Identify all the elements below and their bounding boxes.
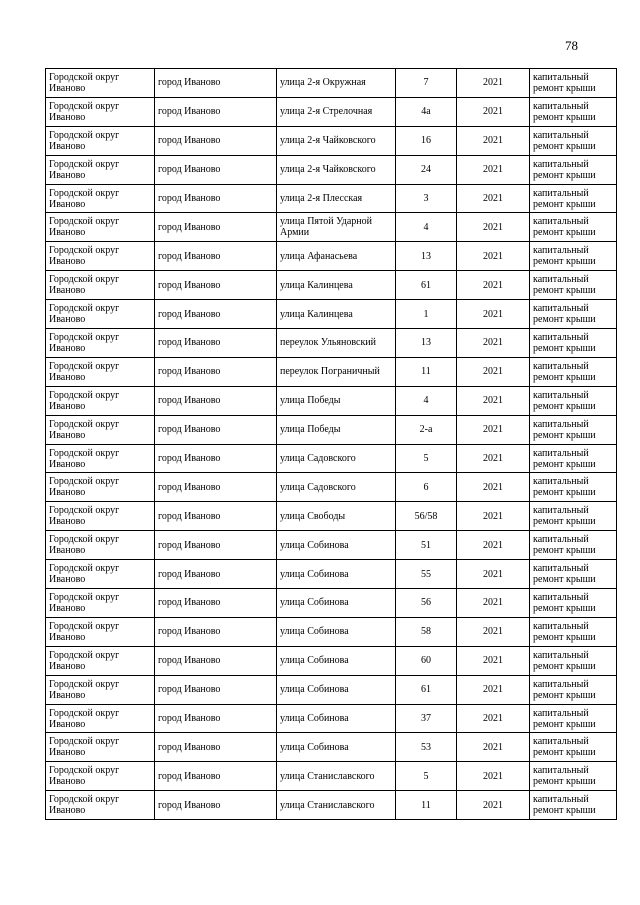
municipality-cell: Городской округ Иваново — [46, 444, 155, 473]
street-cell: улица Пятой Ударной Армии — [277, 213, 396, 242]
street-cell: улица Садовского — [277, 444, 396, 473]
city-cell: город Иваново — [155, 155, 277, 184]
table-row — [46, 617, 617, 646]
year-cell: 2021 — [457, 271, 530, 300]
street-cell: улица Калинцева — [277, 300, 396, 329]
street-cell: улица 2-я Окружная — [277, 69, 396, 98]
table-row — [46, 184, 617, 213]
year-cell: 2021 — [457, 646, 530, 675]
work-type-cell: капитальный ремонт крыши — [530, 589, 617, 618]
year-cell: 2021 — [457, 762, 530, 791]
municipality-cell: Городской округ Иваново — [46, 242, 155, 271]
house-number-cell: 61 — [396, 675, 457, 704]
table-row — [46, 444, 617, 473]
street-cell: улица Собинова — [277, 617, 396, 646]
house-number-cell: 11 — [396, 791, 457, 820]
year-cell: 2021 — [457, 184, 530, 213]
house-number-cell: 7 — [396, 69, 457, 98]
street-cell: улица 2-я Чайковского — [277, 155, 396, 184]
house-number-cell: 56 — [396, 589, 457, 618]
city-cell: город Иваново — [155, 560, 277, 589]
year-cell: 2021 — [457, 242, 530, 271]
city-cell: город Иваново — [155, 704, 277, 733]
house-number-cell: 16 — [396, 126, 457, 155]
table-row — [46, 213, 617, 242]
municipality-cell: Городской округ Иваново — [46, 69, 155, 98]
house-number-cell: 4 — [396, 213, 457, 242]
municipality-cell: Городской округ Иваново — [46, 213, 155, 242]
table-row — [46, 126, 617, 155]
table-row — [46, 415, 617, 444]
work-type-cell: капитальный ремонт крыши — [530, 704, 617, 733]
house-number-cell: 56/58 — [396, 502, 457, 531]
work-type-cell: капитальный ремонт крыши — [530, 791, 617, 820]
city-cell: город Иваново — [155, 473, 277, 502]
work-type-cell: капитальный ремонт крыши — [530, 617, 617, 646]
municipality-cell: Городской округ Иваново — [46, 675, 155, 704]
city-cell: город Иваново — [155, 300, 277, 329]
work-type-cell: капитальный ремонт крыши — [530, 329, 617, 358]
table-row — [46, 300, 617, 329]
municipality-cell: Городской округ Иваново — [46, 762, 155, 791]
work-type-cell: капитальный ремонт крыши — [530, 733, 617, 762]
municipality-cell: Городской округ Иваново — [46, 791, 155, 820]
year-cell: 2021 — [457, 444, 530, 473]
municipality-cell: Городской округ Иваново — [46, 271, 155, 300]
work-type-cell: капитальный ремонт крыши — [530, 242, 617, 271]
city-cell: город Иваново — [155, 589, 277, 618]
work-type-cell: капитальный ремонт крыши — [530, 415, 617, 444]
work-type-cell: капитальный ремонт крыши — [530, 386, 617, 415]
street-cell: улица 2-я Плесская — [277, 184, 396, 213]
work-type-cell: капитальный ремонт крыши — [530, 444, 617, 473]
city-cell: город Иваново — [155, 69, 277, 98]
house-number-cell: 4а — [396, 97, 457, 126]
city-cell: город Иваново — [155, 184, 277, 213]
page-number: 78 — [565, 38, 578, 53]
city-cell: город Иваново — [155, 126, 277, 155]
house-number-cell: 24 — [396, 155, 457, 184]
house-number-cell: 53 — [396, 733, 457, 762]
street-cell: переулок Пограничный — [277, 357, 396, 386]
municipality-cell: Городской округ Иваново — [46, 473, 155, 502]
table-row — [46, 733, 617, 762]
table-row — [46, 531, 617, 560]
house-number-cell: 55 — [396, 560, 457, 589]
city-cell: город Иваново — [155, 791, 277, 820]
work-type-cell: капитальный ремонт крыши — [530, 184, 617, 213]
municipality-cell: Городской округ Иваново — [46, 386, 155, 415]
city-cell: город Иваново — [155, 386, 277, 415]
municipality-cell: Городской округ Иваново — [46, 97, 155, 126]
house-number-cell: 13 — [396, 242, 457, 271]
table-row — [46, 69, 617, 98]
year-cell: 2021 — [457, 300, 530, 329]
street-cell: улица Садовского — [277, 473, 396, 502]
city-cell: город Иваново — [155, 357, 277, 386]
house-number-cell: 5 — [396, 444, 457, 473]
table-row — [46, 357, 617, 386]
municipality-cell: Городской округ Иваново — [46, 184, 155, 213]
municipality-cell: Городской округ Иваново — [46, 502, 155, 531]
table-row — [46, 242, 617, 271]
street-cell: улица Афанасьева — [277, 242, 396, 271]
work-type-cell: капитальный ремонт крыши — [530, 155, 617, 184]
year-cell: 2021 — [457, 675, 530, 704]
municipality-cell: Городской округ Иваново — [46, 617, 155, 646]
street-cell: улица Собинова — [277, 560, 396, 589]
work-type-cell: капитальный ремонт крыши — [530, 300, 617, 329]
street-cell: улица Собинова — [277, 646, 396, 675]
city-cell: город Иваново — [155, 733, 277, 762]
city-cell: город Иваново — [155, 329, 277, 358]
table-body — [46, 69, 617, 820]
house-number-cell: 37 — [396, 704, 457, 733]
street-cell: улица Собинова — [277, 589, 396, 618]
year-cell: 2021 — [457, 97, 530, 126]
year-cell: 2021 — [457, 617, 530, 646]
house-number-cell: 13 — [396, 329, 457, 358]
street-cell: улица Свободы — [277, 502, 396, 531]
house-number-cell: 5 — [396, 762, 457, 791]
municipality-cell: Городской округ Иваново — [46, 560, 155, 589]
work-type-cell: капитальный ремонт крыши — [530, 762, 617, 791]
year-cell: 2021 — [457, 589, 530, 618]
house-number-cell: 6 — [396, 473, 457, 502]
table-row — [46, 155, 617, 184]
municipality-cell: Городской округ Иваново — [46, 589, 155, 618]
city-cell: город Иваново — [155, 502, 277, 531]
year-cell: 2021 — [457, 69, 530, 98]
work-type-cell: капитальный ремонт крыши — [530, 675, 617, 704]
house-number-cell: 61 — [396, 271, 457, 300]
work-type-cell: капитальный ремонт крыши — [530, 502, 617, 531]
municipality-cell: Городской округ Иваново — [46, 357, 155, 386]
city-cell: город Иваново — [155, 97, 277, 126]
year-cell: 2021 — [457, 704, 530, 733]
work-type-cell: капитальный ремонт крыши — [530, 646, 617, 675]
city-cell: город Иваново — [155, 617, 277, 646]
repair-schedule-table — [45, 68, 617, 820]
year-cell: 2021 — [457, 733, 530, 762]
table-row — [46, 97, 617, 126]
work-type-cell: капитальный ремонт крыши — [530, 271, 617, 300]
house-number-cell: 1 — [396, 300, 457, 329]
year-cell: 2021 — [457, 213, 530, 242]
house-number-cell: 11 — [396, 357, 457, 386]
table-row — [46, 762, 617, 791]
work-type-cell: капитальный ремонт крыши — [530, 97, 617, 126]
city-cell: город Иваново — [155, 213, 277, 242]
city-cell: город Иваново — [155, 415, 277, 444]
work-type-cell: капитальный ремонт крыши — [530, 213, 617, 242]
city-cell: город Иваново — [155, 271, 277, 300]
house-number-cell: 2-а — [396, 415, 457, 444]
table-row — [46, 473, 617, 502]
street-cell: улица Собинова — [277, 733, 396, 762]
city-cell: город Иваново — [155, 242, 277, 271]
street-cell: улица Собинова — [277, 704, 396, 733]
work-type-cell: капитальный ремонт крыши — [530, 69, 617, 98]
work-type-cell: капитальный ремонт крыши — [530, 473, 617, 502]
year-cell: 2021 — [457, 560, 530, 589]
table-row — [46, 704, 617, 733]
table-row — [46, 329, 617, 358]
year-cell: 2021 — [457, 791, 530, 820]
year-cell: 2021 — [457, 502, 530, 531]
street-cell: улица Победы — [277, 386, 396, 415]
year-cell: 2021 — [457, 329, 530, 358]
street-cell: улица Станиславского — [277, 762, 396, 791]
street-cell: улица Собинова — [277, 531, 396, 560]
city-cell: город Иваново — [155, 646, 277, 675]
table-row — [46, 589, 617, 618]
street-cell: улица Калинцева — [277, 271, 396, 300]
house-number-cell: 51 — [396, 531, 457, 560]
street-cell: улица 2-я Чайковского — [277, 126, 396, 155]
street-cell: улица Победы — [277, 415, 396, 444]
year-cell: 2021 — [457, 155, 530, 184]
table-row — [46, 386, 617, 415]
table-row — [46, 560, 617, 589]
house-number-cell: 3 — [396, 184, 457, 213]
municipality-cell: Городской округ Иваново — [46, 126, 155, 155]
year-cell: 2021 — [457, 531, 530, 560]
street-cell: переулок Ульяновский — [277, 329, 396, 358]
street-cell: улица Станиславского — [277, 791, 396, 820]
year-cell: 2021 — [457, 386, 530, 415]
city-cell: город Иваново — [155, 675, 277, 704]
table-row — [46, 675, 617, 704]
street-cell: улица 2-я Стрелочная — [277, 97, 396, 126]
work-type-cell: капитальный ремонт крыши — [530, 560, 617, 589]
house-number-cell: 58 — [396, 617, 457, 646]
work-type-cell: капитальный ремонт крыши — [530, 126, 617, 155]
municipality-cell: Городской округ Иваново — [46, 733, 155, 762]
year-cell: 2021 — [457, 473, 530, 502]
municipality-cell: Городской округ Иваново — [46, 704, 155, 733]
municipality-cell: Городской округ Иваново — [46, 646, 155, 675]
table-row — [46, 791, 617, 820]
year-cell: 2021 — [457, 126, 530, 155]
city-cell: город Иваново — [155, 531, 277, 560]
house-number-cell: 60 — [396, 646, 457, 675]
municipality-cell: Городской округ Иваново — [46, 155, 155, 184]
municipality-cell: Городской округ Иваново — [46, 415, 155, 444]
table-row — [46, 502, 617, 531]
municipality-cell: Городской округ Иваново — [46, 300, 155, 329]
table-row — [46, 646, 617, 675]
city-cell: город Иваново — [155, 444, 277, 473]
city-cell: город Иваново — [155, 762, 277, 791]
year-cell: 2021 — [457, 357, 530, 386]
house-number-cell: 4 — [396, 386, 457, 415]
table-row — [46, 271, 617, 300]
work-type-cell: капитальный ремонт крыши — [530, 357, 617, 386]
municipality-cell: Городской округ Иваново — [46, 531, 155, 560]
street-cell: улица Собинова — [277, 675, 396, 704]
year-cell: 2021 — [457, 415, 530, 444]
work-type-cell: капитальный ремонт крыши — [530, 531, 617, 560]
municipality-cell: Городской округ Иваново — [46, 329, 155, 358]
